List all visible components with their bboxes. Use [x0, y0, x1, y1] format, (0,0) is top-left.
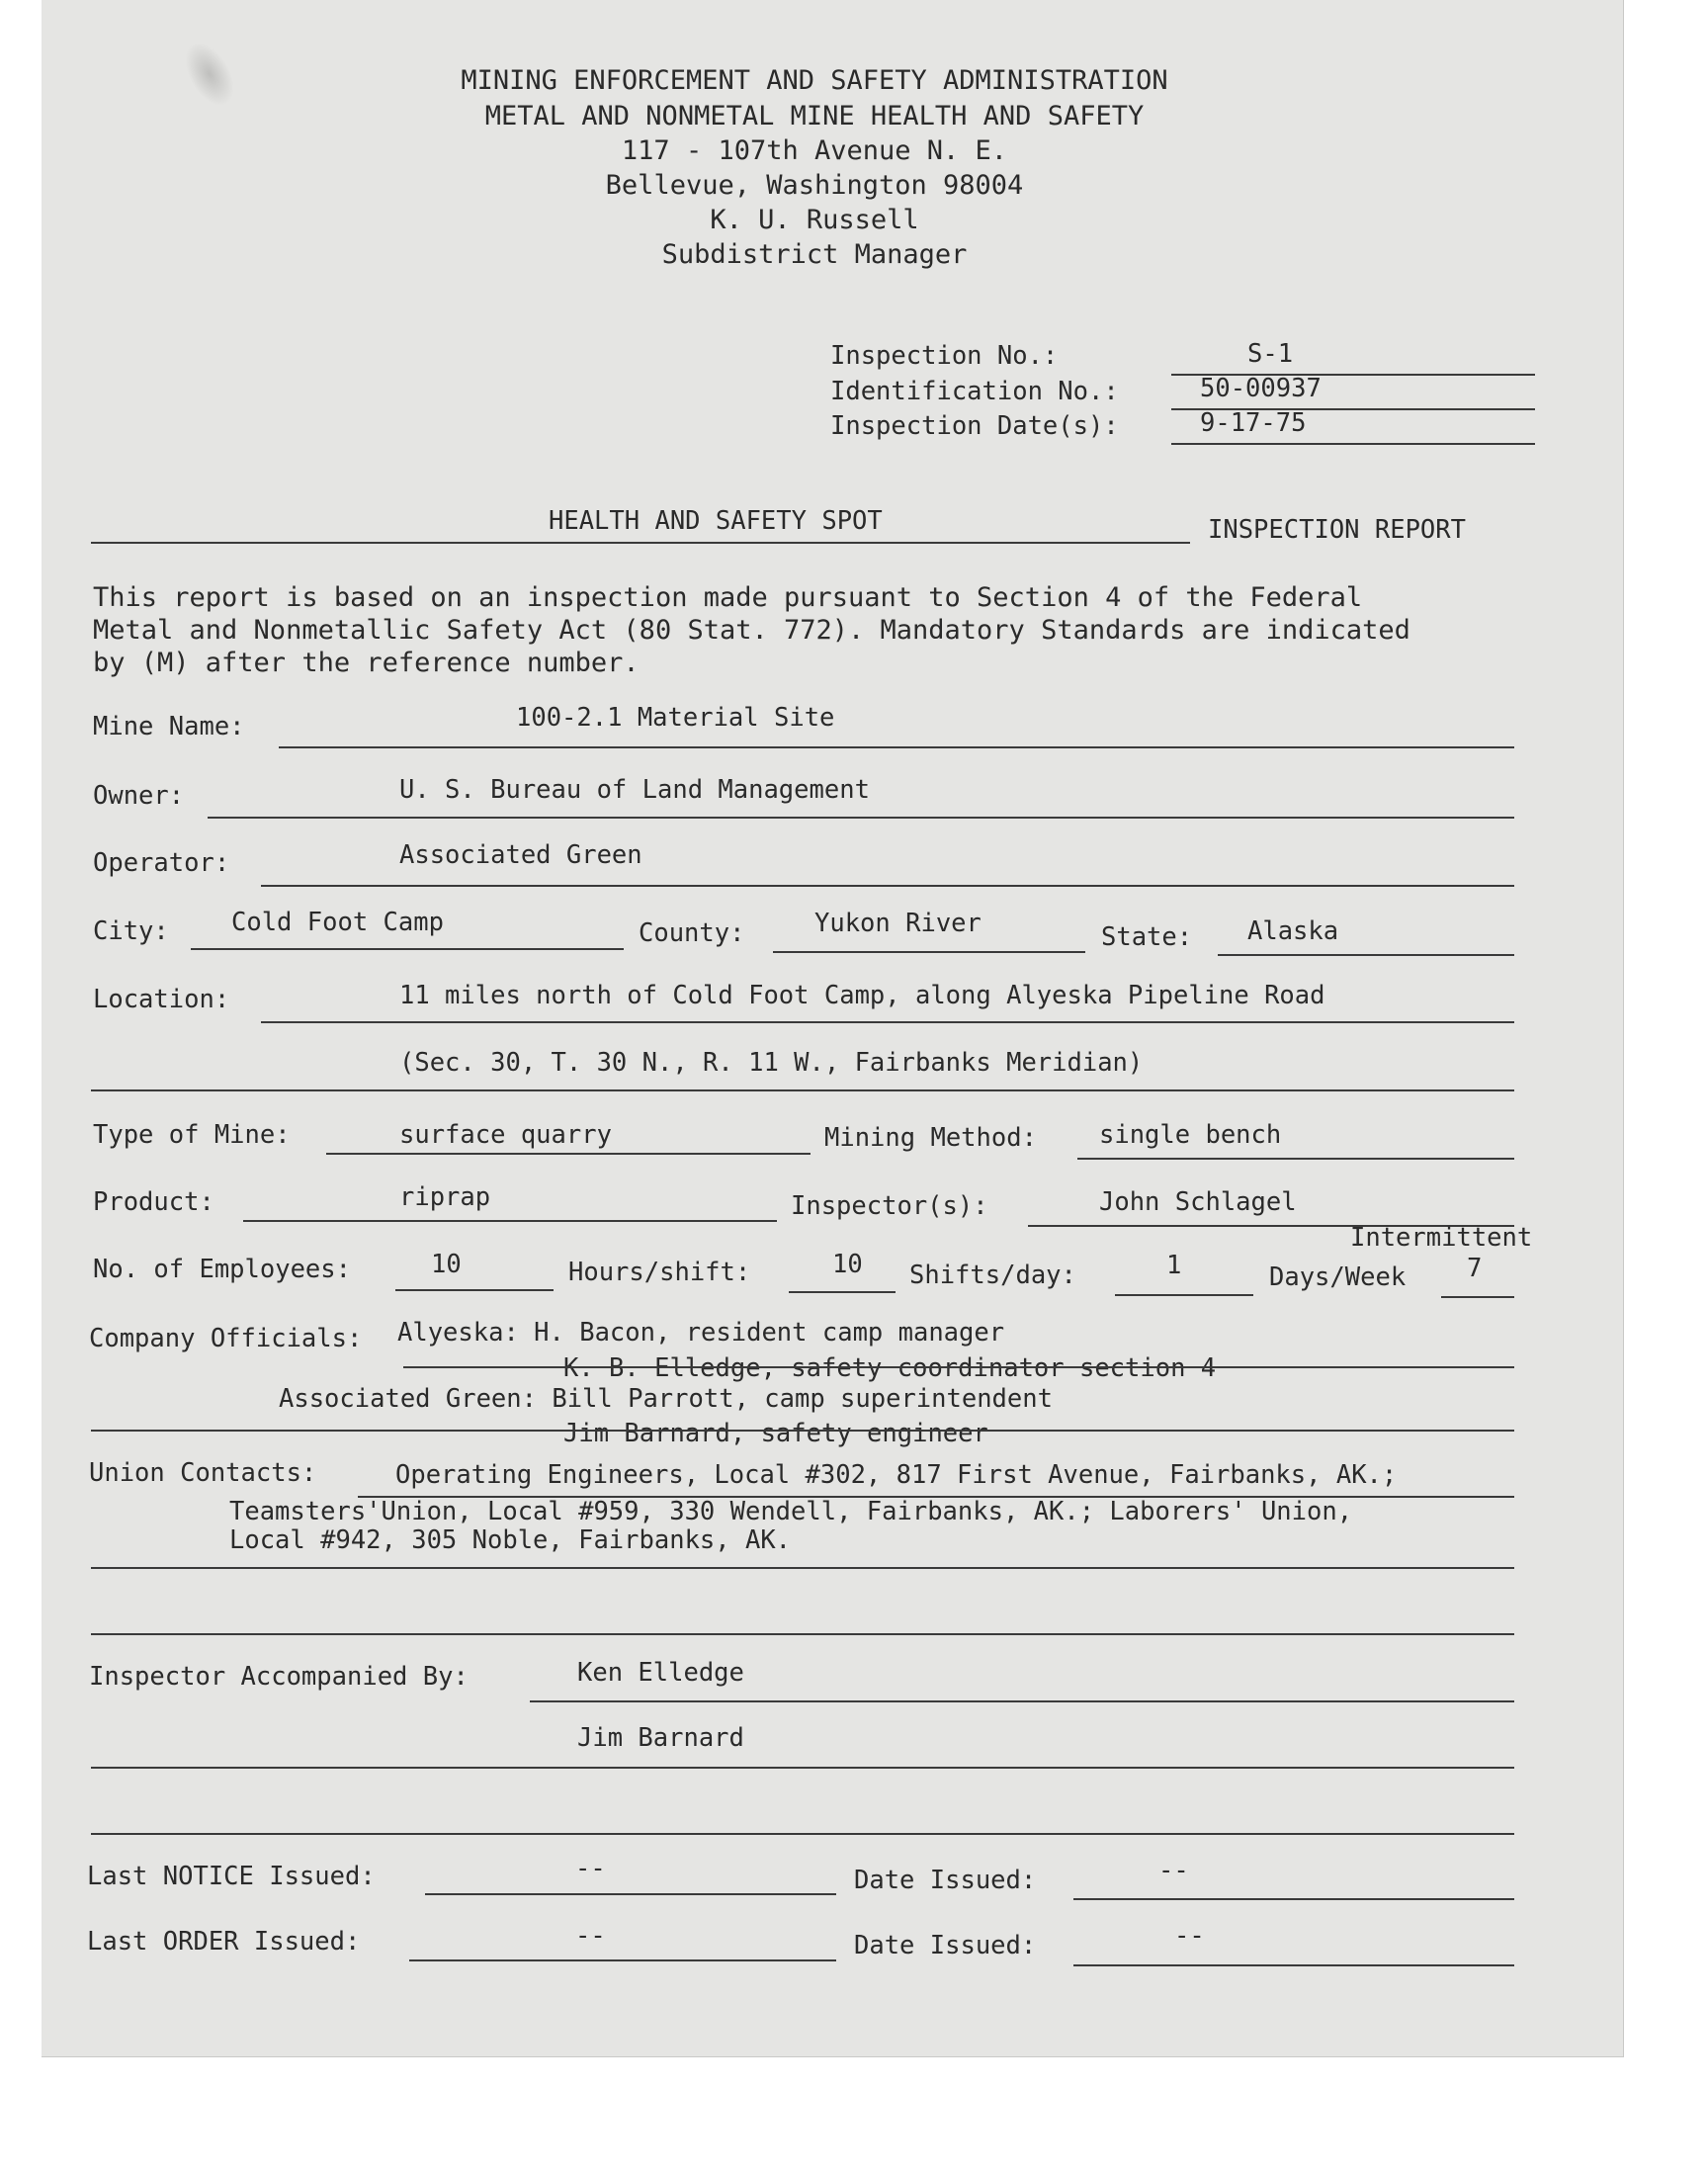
employees-label: No. of Employees:: [93, 1255, 351, 1284]
operator-value: Associated Green: [399, 840, 642, 870]
employees-value: 10: [431, 1250, 462, 1279]
mine-name-value: 100-2.1 Material Site: [516, 703, 835, 733]
type-of-mine-label: Type of Mine:: [93, 1120, 291, 1150]
company-officials-label: Company Officials:: [89, 1324, 363, 1353]
accompanied-label: Inspector Accompanied By:: [89, 1662, 469, 1692]
city-line: [191, 948, 624, 950]
last-notice-label: Last NOTICE Issued:: [87, 1862, 376, 1891]
county-value: Yukon River: [814, 909, 982, 938]
county-line: [773, 951, 1085, 953]
report-type-line: [91, 542, 1190, 544]
intro-line-2: Metal and Nonmetallic Safety Act (80 Stat. 772). Mandatory Standards are indicated: [93, 615, 1410, 646]
address-city: Bellevue, Washington 98004: [605, 170, 1024, 201]
inspector-value: John Schlagel: [1099, 1187, 1297, 1217]
union-line-3: Local #942, 305 Noble, Fairbanks, AK.: [229, 1525, 792, 1555]
inspection-date-line: [1171, 443, 1535, 445]
last-order-label: Last ORDER Issued:: [87, 1927, 361, 1957]
notice-date-line: [1073, 1898, 1514, 1900]
days-line: [1441, 1296, 1514, 1298]
owner-value: U. S. Bureau of Land Management: [399, 775, 870, 805]
days-note: Intermittent: [1350, 1223, 1533, 1253]
manager-title: Subdistrict Manager: [661, 239, 968, 270]
location-line-2: [91, 1089, 1514, 1091]
owner-label: Owner:: [93, 781, 185, 811]
operator-label: Operator:: [93, 848, 230, 878]
intro-line-1: This report is based on an inspection made pursuant to Section 4 of the Federal: [93, 582, 1363, 613]
location-value-1: 11 miles north of Cold Foot Camp, along Alyeska Pipeline Road: [399, 981, 1325, 1010]
state-label: State:: [1101, 922, 1193, 952]
mining-method-value: single bench: [1099, 1120, 1282, 1150]
official-line-4: Jim Barnard, safety engineer: [563, 1419, 988, 1448]
accompanied-name-1: Ken Elledge: [577, 1658, 744, 1688]
hours-line: [789, 1291, 896, 1293]
state-line: [1218, 954, 1514, 956]
location-value-2: (Sec. 30, T. 30 N., R. 11 W., Fairbanks Meridian): [399, 1048, 1144, 1078]
state-value: Alaska: [1247, 916, 1339, 946]
notice-date-label: Date Issued:: [854, 1866, 1037, 1895]
product-line: [243, 1220, 777, 1222]
report-type: HEALTH AND SAFETY SPOT: [549, 506, 883, 536]
location-label: Location:: [93, 985, 230, 1014]
union-contacts-label: Union Contacts:: [89, 1458, 317, 1488]
shifts-value: 1: [1166, 1251, 1182, 1280]
accompanied-name-2: Jim Barnard: [577, 1723, 744, 1753]
shifts-label: Shifts/day:: [909, 1261, 1076, 1290]
union-line-2-rule: [91, 1567, 1514, 1569]
mining-method-line: [1077, 1158, 1514, 1160]
type-of-mine-value: surface quarry: [399, 1120, 612, 1150]
mining-method-label: Mining Method:: [824, 1123, 1037, 1153]
owner-line: [208, 817, 1514, 819]
identification-no-value: 50-00937: [1200, 374, 1322, 403]
mine-name-line: [279, 746, 1514, 748]
accompanied-line-2: [91, 1767, 1514, 1769]
order-date-line: [1073, 1964, 1514, 1966]
accompanied-line-3: [91, 1833, 1514, 1835]
report-title-suffix: INSPECTION REPORT: [1208, 515, 1466, 545]
inspection-no-value: S-1: [1247, 339, 1294, 369]
last-order-line: [409, 1959, 836, 1961]
intro-line-3: by (M) after the reference number.: [93, 648, 640, 678]
days-label: Days/Week: [1269, 1262, 1407, 1292]
union-line-1: Operating Engineers, Local #302, 817 First Avenue, Fairbanks, AK.;: [395, 1460, 1398, 1490]
county-label: County:: [639, 918, 745, 948]
days-value: 7: [1467, 1254, 1483, 1283]
order-date-value: --: [1174, 1921, 1205, 1951]
product-value: riprap: [399, 1182, 491, 1212]
shifts-line: [1115, 1294, 1253, 1296]
order-date-label: Date Issued:: [854, 1931, 1037, 1960]
union-line-2: Teamsters'Union, Local #959, 330 Wendell, Fairbanks, AK.; Laborers' Union,: [229, 1497, 1353, 1526]
document-page: [42, 0, 1624, 2057]
official-line-1: Alyeska: H. Bacon, resident camp manager: [397, 1318, 1005, 1348]
inspection-date-label: Inspection Date(s):: [830, 411, 1119, 441]
official-line-2-rule: [91, 1430, 1514, 1432]
operator-line: [261, 885, 1514, 887]
inspector-label: Inspector(s):: [791, 1191, 988, 1221]
address-street: 117 - 107th Avenue N. E.: [621, 135, 1008, 166]
last-notice-value: --: [575, 1854, 606, 1883]
employees-line: [395, 1289, 554, 1291]
agency-name: MINING ENFORCEMENT AND SAFETY ADMINISTRATION: [461, 65, 1168, 96]
official-line-2: K. B. Elledge, safety coordinator section 4: [563, 1353, 1217, 1383]
city-label: City:: [93, 916, 169, 946]
hours-value: 10: [832, 1250, 863, 1279]
hours-label: Hours/shift:: [568, 1258, 751, 1287]
mine-name-label: Mine Name:: [93, 712, 245, 741]
last-notice-line: [425, 1893, 836, 1895]
union-line-3-rule: [91, 1633, 1514, 1635]
notice-date-value: --: [1158, 1856, 1189, 1885]
division-name: METAL AND NONMETAL MINE HEALTH AND SAFETY: [484, 101, 1145, 131]
location-line-1: [261, 1021, 1514, 1023]
official-line-3: Associated Green: Bill Parrott, camp superintendent: [279, 1384, 1053, 1414]
inspection-date-value: 9-17-75: [1200, 408, 1307, 438]
identification-no-label: Identification No.:: [830, 377, 1119, 406]
paper-smudge: [175, 35, 244, 115]
inspection-no-label: Inspection No.:: [830, 341, 1059, 371]
accompanied-line-1: [530, 1700, 1514, 1702]
product-label: Product:: [93, 1187, 214, 1217]
city-value: Cold Foot Camp: [231, 908, 444, 937]
manager-name: K. U. Russell: [710, 205, 919, 235]
last-order-value: --: [575, 1921, 606, 1951]
official-line-1-rule: [403, 1366, 1514, 1368]
type-of-mine-line: [326, 1153, 811, 1155]
